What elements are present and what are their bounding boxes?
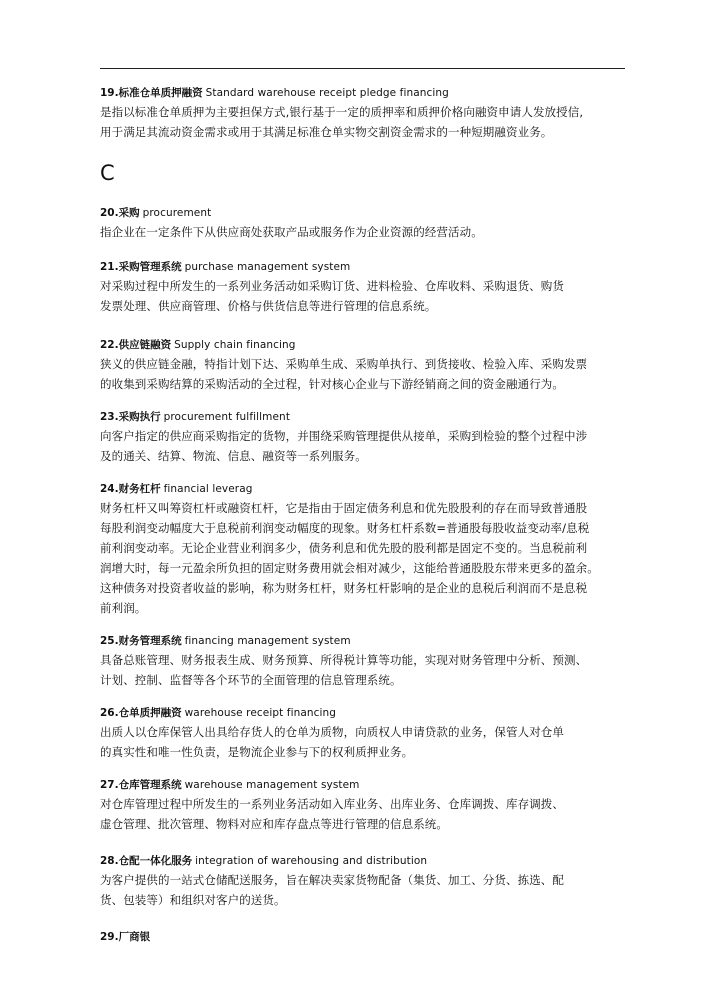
entry-english: Supply chain financing [174,339,296,351]
entry-number: 27. [100,779,119,791]
entry-text-line: 狭义的供应链金融，特指计划下达、采购单生成、采购单执行、到货接收、检验入库、采购发票 [100,357,588,371]
entry-24 [100,480,630,618]
entry-number: 28. [100,855,119,867]
entry-heading [100,84,630,102]
entry-text-line: 的真实性和唯一性负责，是物流企业参与下的权利质押业务。 [100,745,414,759]
entry-29 [100,928,630,946]
entry-heading [100,632,630,650]
entry-heading [100,204,630,222]
entry-english: purchase management system [184,261,351,273]
entry-english: financial leverag [163,483,253,495]
entry-heading [100,852,630,870]
entry-term: 标准仓单质押融资 [118,87,203,99]
entry-heading [100,258,630,276]
entry-heading [100,336,630,354]
entry-term: 采购 [118,207,140,219]
entry-22 [100,336,630,394]
entry-heading [100,704,630,722]
entry-term: 仓库管理系统 [118,779,182,791]
entry-text-line: 是指以标准仓单质押为主要担保方式,银行基于一定的质押率和质押价格向融资申请人发放授信, [100,105,584,119]
entry-text-line: 用于满足其流动资金需求或用于其满足标准仓单实物交割资金需求的一种短期融资业务。 [100,125,553,139]
entry-20 [100,204,630,242]
entry-english: warehouse management system [184,779,360,791]
entry-number: 21. [100,261,119,273]
entry-number: 22. [100,339,119,351]
entry-heading [100,776,630,794]
entry-text-line: 每股利润变动幅度大于息税前利润变动幅度的现象。财务杠杆系数=普通股每股收益变动率/息税 [100,521,590,535]
entry-heading [100,408,630,426]
entry-term: 仓单质押融资 [118,707,182,719]
entry-number: 23. [100,411,119,423]
entry-text-line: 的收集到采购结算的采购活动的全过程，针对核心企业与下游经销商之间的资金融通行为。 [100,377,564,391]
entry-text-line: 财务杠杆又叫筹资杠杆或融资杠杆，它是指由于固定债务利息和优先股股利的存在而导致普通股 [100,501,588,515]
entry-number: 20. [100,207,119,219]
entry-text-line: 前利润。 [100,601,147,615]
entry-21 [100,258,630,316]
entry-term: 厂商银 [118,931,151,943]
entry-number: 19. [100,87,119,99]
entry-text-line: 对采购过程中所发生的一系列业务活动如采购订货、进料检验、仓库收料、采购退货、购货 [100,279,564,293]
entry-text-line: 货、包装等）和组织对客户的送货。 [100,893,286,907]
entry-term: 财务管理系统 [118,635,182,647]
entry-23 [100,408,630,466]
entry-26 [100,704,630,762]
entry-text-line: 这种债务对投资者收益的影响，称为财务杠杆，财务杠杆影响的是企业的息税后利润而不是息税 [100,581,588,595]
top-rule [100,68,625,69]
entry-text-line: 具备总账管理、财务报表生成、财务预算、所得税计算等功能，实现对财务管理中分析、预测、 [100,653,588,667]
entry-english: financing management system [184,635,351,647]
entry-text-line: 向客户指定的供应商采购指定的货物，并围绕采购管理提供从接单，采购到检验的整个过程中涉 [100,429,588,443]
entry-text-line: 出质人以仓库保管人出具给存货人的仓单为质物，向质权人申请贷款的业务，保管人对仓单 [100,725,564,739]
entry-text-line: 润增大时，每一元盈余所负担的固定财务费用就会相对减少，这能给普通股股东带来更多的盈余。 [100,561,599,575]
entry-english: procurement fulfillment [163,411,291,423]
entry-term: 仓配一体化服务 [118,855,193,867]
entry-english: warehouse receipt financing [184,707,337,719]
entry-text-line: 对仓库管理过程中所发生的一系列业务活动如入库业务、出库业务、仓库调拨、库存调拨、 [100,797,564,811]
entry-term: 采购管理系统 [118,261,182,273]
entry-number: 29. [100,931,119,943]
entry-25 [100,632,630,690]
entry-text-line: 计划、控制、监督等各个环节的全面管理的信息管理系统。 [100,673,402,687]
entry-term: 财务杠杆 [118,483,161,495]
entry-heading [100,480,630,498]
entry-number: 25. [100,635,119,647]
entry-heading [100,928,630,946]
entry-19 [100,84,630,142]
entry-28 [100,852,630,910]
entry-text-line: 虚仓管理、批次管理、物料对应和库存盘点等进行管理的信息系统。 [100,817,448,831]
entry-27 [100,776,630,834]
section-letter: C [100,161,115,185]
entry-text-line: 发票处理、供应商管理、价格与供货信息等进行管理的信息系统。 [100,299,437,313]
document-body [100,84,630,946]
entry-english: Standard warehouse receipt pledge financing [205,87,449,99]
entry-text-line: 为客户提供的一站式仓储配送服务，旨在解决卖家货物配备（集货、加工、分货、拣选、配 [100,873,564,887]
entry-term: 供应链融资 [118,339,172,351]
entry-term: 采购执行 [118,411,161,423]
entry-text-line: 及的通关、结算、物流、信息、融资等一系列服务。 [100,449,367,463]
entry-english: integration of warehousing and distribution [195,855,428,867]
entry-text-line: 前利润变动率。无论企业营业利润多少，债务利息和优先股的股利都是固定不变的。当息税前利 [100,541,588,555]
entry-number: 24. [100,483,119,495]
entry-english: procurement [142,207,212,219]
entry-number: 26. [100,707,119,719]
entry-text-line: 指企业在一定条件下从供应商处获取产品或服务作为企业资源的经营活动。 [100,225,483,239]
